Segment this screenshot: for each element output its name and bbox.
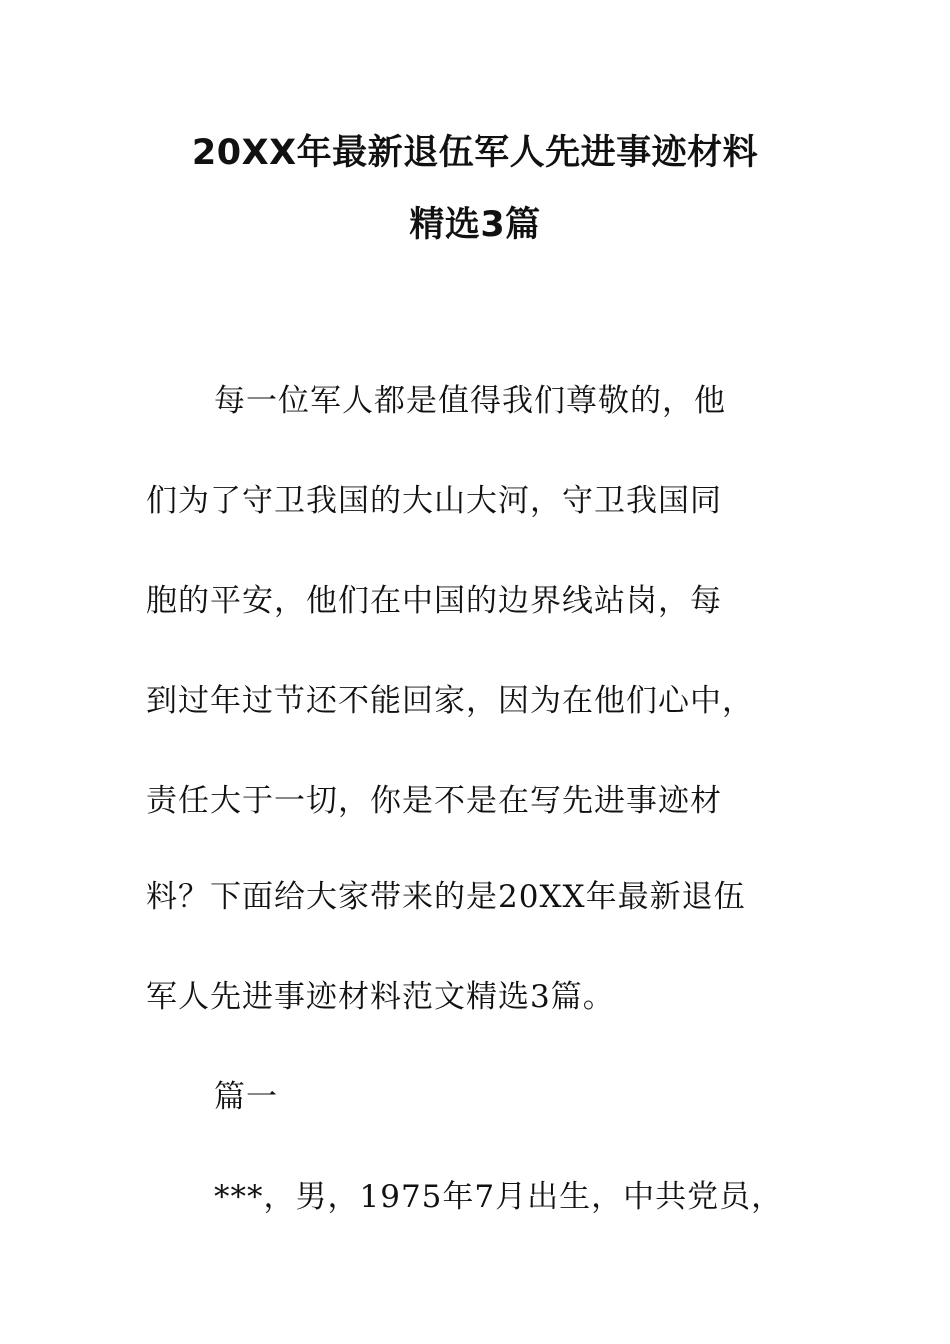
body-line-7: 军人先进事迹材料范文精选3篇。 — [146, 979, 615, 1015]
section-heading: 篇一 — [214, 1079, 278, 1115]
body-line-2: 们为了守卫我国的大山大河，守卫我国同 — [146, 483, 722, 519]
document-title-line-2: 精选3篇 — [409, 205, 541, 245]
body-line-1: 每一位军人都是值得我们尊敬的，他 — [214, 383, 726, 419]
body-line-9: ***，男，1975年7月出生，中共党员， — [214, 1179, 784, 1215]
body-line-5: 责任大于一切，你是不是在写先进事迹材 — [146, 783, 722, 819]
body-line-4: 到过年过节还不能回家，因为在他们心中， — [146, 683, 754, 719]
body-line-6: 料？下面给大家带来的是20XX年最新退伍 — [146, 879, 746, 915]
document-title-line-1: 20XX年最新退伍军人先进事迹材料 — [191, 133, 759, 173]
body-line-3: 胞的平安，他们在中国的边界线站岗，每 — [146, 583, 722, 619]
